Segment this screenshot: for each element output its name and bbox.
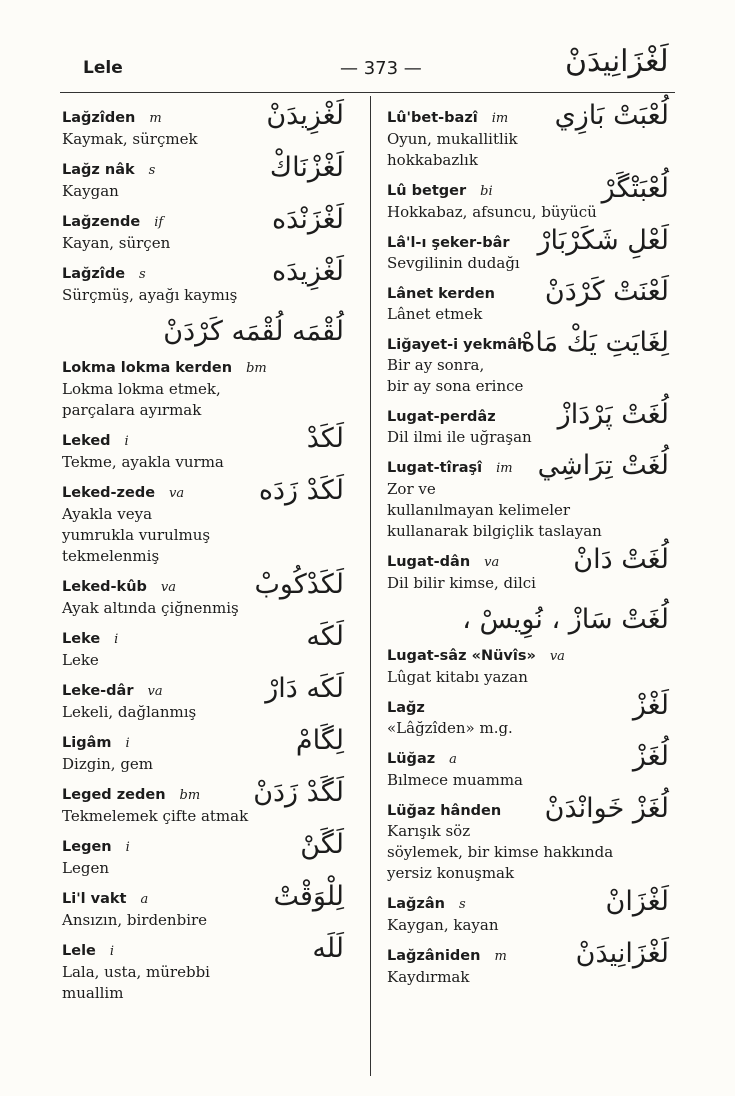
header-rule [60,92,675,93]
entry-definition-line: Kaymak, sürçmek [62,130,198,148]
arabic-script-headword: لُغَتْ دَانْ [573,544,669,575]
entry-definition-line: Ansızın, birdenbire [62,911,208,930]
arabic-script-headword: لَعْلِ شَكَرْبَارْ [537,225,669,256]
dictionary-entry [62,100,352,150]
dictionary-entry [387,276,677,325]
headword-text: Leked [62,433,111,450]
dictionary-entry [387,690,677,739]
arabic-script-headword: لِغَايَتِ يَكْ مَاهْ [521,327,669,358]
entry-definition-line: Lala, usta, mürebbi [62,963,210,982]
entry-definition-line: Lânet etmek [387,305,483,323]
headword-text: Ligâm [62,735,112,752]
entry-definition-line: Lokma lokma etmek, [62,380,221,399]
arabic-script-headword: لَگَنْ [300,829,344,861]
grammar-abbreviation: a [140,892,149,908]
entry-spacer [62,1004,352,1014]
headword-text: Lele [62,943,96,960]
dictionary-entry [387,938,677,988]
entry-definition-line: Kaygan, kayan [387,916,499,935]
running-head-word: Lele [83,58,123,78]
dictionary-entry [62,256,352,306]
entry-definition-line: kullanılmayan kelimeler [387,501,571,519]
dictionary-entry [62,881,352,931]
grammar-abbreviation: i [114,632,119,648]
headword-text: Lugat-perdâz [387,409,496,425]
grammar-abbreviation: va [549,649,565,665]
arabic-script-headword: لَعْنَتْ كَرْدَنْ [544,276,669,307]
headword-text: Lokma lokma kerden [62,360,233,377]
entry-definition-line: Tekme, ayakla vurma [62,453,224,472]
entry-definition-line: Kayan, sürçen [62,234,171,252]
headword-text: Lû betger [387,183,467,199]
entry-headword [62,358,352,379]
entry-definition-line: kullanarak bilgiçlik taslayan [387,522,602,540]
entry-definition-line: Dizgin, gem [62,755,154,774]
headword-text: Lağzâniden [387,948,481,965]
grammar-abbreviation: if [154,215,164,230]
right-column [387,100,677,998]
arabic-script-headword: لَكَه دَارْ [265,673,344,705]
headword-text: Lağzîden [62,110,136,126]
arabic-script-headword: لُغَتْ تِرَاشِي [537,450,669,481]
grammar-abbreviation: im [491,111,509,126]
entry-spacer [62,306,352,316]
arabic-script-headword: لُقْمَه لُقْمَه كَرْدَنْ [163,316,344,347]
entry-definition-line: «Lâğzîden» m.g. [387,719,513,738]
grammar-abbreviation: i [125,840,130,856]
grammar-abbreviation: a [449,752,457,768]
arabic-script-headword: لُعْبَتْگَرْ [601,173,669,204]
dictionary-entry [62,829,352,879]
entry-definition-line: Sürçmüş, ayağı kaymış [62,286,238,304]
entry-definition-line: Hokkabaz, afsuncu, büyücü [387,203,597,221]
entry-spacer [387,636,677,646]
entry-definition-line: Tekmelemek çifte atmak [62,807,249,826]
headword-text: Legen [62,839,112,856]
entry-definition-line: Lekeli, dağlanmış [62,703,197,722]
arabic-script-headword: لِگَامْ [295,725,344,757]
dictionary-entry [62,423,352,473]
entry-definition-line: Ayakla veya [62,505,153,524]
arabic-script-headword: لَغْزَنْدَه [272,204,344,235]
left-column [62,100,352,1014]
grammar-abbreviation: im [496,461,513,476]
entry-definition-line: parçalara ayırmak [62,401,202,420]
headword-text: Liğayet-i yekmâh [387,337,528,353]
arabic-script-headword: لَكَدْكُوبْ [254,569,344,601]
headword-text: Lağz nâk [62,162,135,178]
grammar-abbreviation: i [124,434,129,450]
dictionary-entry [62,777,352,827]
dictionary-entry [62,933,352,1004]
headword-text: Leke [62,631,101,648]
dictionary-entry [387,793,677,884]
grammar-abbreviation: i [125,736,130,752]
entry-definition-line: Dil ilmi ile uğraşan [387,428,532,446]
dictionary-entry [387,399,677,448]
entry-definition-line: Zor ve [387,480,436,498]
arabic-script-headword: لُعْبَتْ بَازِي [554,100,669,131]
dictionary-entry [62,673,352,723]
dictionary-entry [387,100,677,171]
dictionary-entry [62,725,352,775]
arabic-script-headword: لَغْزَانْ [605,886,669,918]
headword-text: Lâ'l-ı şeker-bâr [387,235,510,251]
entry-definition-line: Kaydırmak [387,968,470,987]
dictionary-entry [387,886,677,936]
grammar-abbreviation: i [109,944,115,960]
page-number: — 373 — [340,58,422,79]
entry-definition-line: Dil bilir kimse, dilci [387,574,536,592]
headword-text: Li'l vakt [62,891,127,908]
dictionary-entry [387,544,677,594]
arabic-script-headword: لَكَدْ [306,423,344,455]
column-divider [370,96,371,1076]
dictionary-entry [62,358,352,421]
dictionary-entry [62,316,352,348]
dictionary-entry [62,152,352,202]
entry-definition-line: tekmelenmiş [62,547,160,566]
arabic-script-headword: لَغْزَانِيدَنْ [575,938,669,970]
dictionary-entry [62,475,352,567]
grammar-abbreviation: bm [179,788,201,804]
dictionary-entry [387,604,677,636]
arabic-script-headword: لَگَدْ زَدَنْ [253,777,344,809]
entry-definition-line: Bir ay sonra, [387,356,485,374]
grammar-abbreviation: bi [480,184,493,199]
headword-text: Lağzende [62,214,141,230]
arabic-script-headword: لَغْزِيدَنْ [266,100,344,131]
arabic-script-headword: لَلَه [312,933,344,965]
dictionary-entry [387,741,677,791]
grammar-abbreviation: s [139,267,146,282]
arabic-script-headword: لُغَزْ [632,741,669,773]
arabic-script-headword: لُغَتْ سَازْ ، نُوِيسْ ، [462,604,669,635]
entry-definition-line: Kaygan [62,182,119,200]
entry-headword [62,941,352,962]
dictionary-entry [62,204,352,254]
arabic-script-headword: لَغْزْنَاكْ [269,152,344,183]
entry-definition-line: Lûgat kitabı yazan [387,668,528,687]
arabic-script-headword: لَكَدْ زَدَه [258,475,344,507]
entry-spacer [62,348,352,358]
dictionary-entry [62,569,352,619]
headword-text: Lugat-tîraşî [387,460,483,476]
dictionary-entry [62,621,352,671]
grammar-abbreviation: va [147,684,163,700]
headword-text: Lüğaz [387,751,436,768]
entry-definition-line: söylemek, bir kimse hakkında [387,843,614,862]
entry-definition-line: yersiz konuşmak [387,864,515,883]
headword-text: Leked-kûb [62,579,147,596]
dictionary-entry [387,225,677,274]
entry-headword [387,646,677,667]
entry-definition-line: Legen [62,859,109,878]
arabic-script-headword: لُغَزْ خَوانْدَنْ [544,793,669,825]
grammar-abbreviation: va [169,486,185,502]
dictionary-entry [387,450,677,542]
entry-definition-line: Ayak altında çiğnenmiş [62,599,239,618]
entry-definition-line: Sevgilinin dudağı [387,254,520,272]
headword-text: Leged zeden [62,787,166,804]
dictionary-entry [387,646,677,688]
grammar-abbreviation: va [160,580,177,596]
entry-definition-line: hokkabazlık [387,151,478,169]
grammar-abbreviation: va [484,555,500,570]
headword-text: Lugat-dân [387,554,471,570]
entry-spacer [387,988,677,998]
arabic-script-headword: لَغْزِيدَه [272,256,344,287]
headword-text: Leke-dâr [62,683,134,700]
arabic-script-headword: لُغَتْ پَرْدَازْ [557,399,669,430]
arabic-script-headword: لِلْوَقْتْ [273,881,344,913]
arabic-script-headword: لَكَه [306,621,344,653]
headword-text: Lû'bet-bazî [387,110,478,126]
headword-text: Lânet kerden [387,286,495,302]
page-header [0,0,735,90]
headword-text: Lugat-sâz «Nüvîs» [387,648,536,665]
headword-text: Lağzîde [62,266,126,282]
grammar-abbreviation: s [458,897,466,913]
entry-definition-line: Oyun, mukallitlik [387,130,518,148]
headword-text: Lağzân [387,896,445,913]
entry-definition-line: Bılmece muamma [387,771,523,790]
running-head-arabic: لَغْزَانِيدَنْ [565,44,669,79]
entry-spacer [62,931,352,941]
entry-definition-line: yumrukla vurulmuş [62,526,211,545]
dictionary-entry [387,173,677,223]
entry-definition-line: bir ay sona erince [387,377,524,395]
headword-text: Lüğaz hânden [387,803,502,820]
arabic-script-headword: لَغْزْ [632,690,669,722]
grammar-abbreviation: s [148,163,156,178]
grammar-abbreviation: bm [246,361,267,377]
headword-text: Lağz [387,700,425,717]
entry-spacer [387,594,677,604]
dictionary-entry [387,327,677,397]
grammar-abbreviation: m [494,949,507,965]
grammar-abbreviation: m [149,111,162,126]
entry-definition-line: Leke [62,651,99,670]
headword-text: Leked-zede [62,485,156,502]
entry-definition-line: muallim [62,984,124,1003]
entry-definition-line: Karışık söz [387,822,471,841]
